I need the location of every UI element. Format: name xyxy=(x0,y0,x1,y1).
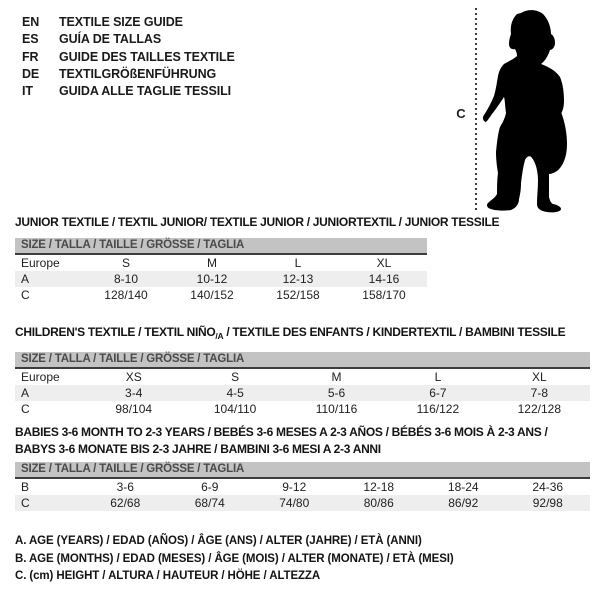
language-title: GUIDE DES TAILLES TEXTILE xyxy=(59,49,235,64)
value-cell: 128/140 xyxy=(104,288,148,302)
value-cell: 4-5 xyxy=(226,386,244,400)
size-col: L xyxy=(294,256,302,270)
baby-silhouette-shape xyxy=(483,10,567,212)
table-row-europe xyxy=(15,369,590,385)
language-row xyxy=(22,49,235,66)
size-col: L xyxy=(434,370,442,384)
row-label: C xyxy=(21,402,30,416)
footnote-b: B. AGE (MONTHS) / EDAD (MESES) / ÂGE (MOIS) / ALTER (MONATE) / ETÀ (MESI) xyxy=(15,552,454,565)
footnote-c: C. (cm) HEIGHT / ALTURA / HAUTEUR / HÖHE / ALTEZZA xyxy=(15,570,321,582)
value-cell: 10-12 xyxy=(196,272,228,286)
language-title: GUÍA DE TALLAS xyxy=(59,32,162,47)
title-subscript: /A xyxy=(215,331,224,341)
language-title: TEXTILE SIZE GUIDE xyxy=(59,15,183,29)
babies-size-header-bar: SIZE / TALLA / TAILLE / GRÖSSE / TAGLIA xyxy=(15,462,590,479)
value-cell: 74/80 xyxy=(279,496,310,510)
title-text: CHILDREN'S TEXTILE / TEXTIL NIÑO xyxy=(15,325,216,339)
language-row xyxy=(22,14,235,31)
height-measure-label: C xyxy=(456,106,466,121)
value-cell: 62/68 xyxy=(110,496,141,510)
language-row xyxy=(22,31,235,48)
language-title-list xyxy=(22,14,235,100)
value-cell: 140/152 xyxy=(190,288,234,302)
value-cell: 98/104 xyxy=(115,402,153,416)
value-cell: 6-9 xyxy=(201,480,219,494)
value-cell: 24-36 xyxy=(532,480,564,494)
value-cell: 158/170 xyxy=(362,288,406,302)
footnote-a: A. AGE (YEARS) / EDAD (AÑOS) / ÂGE (ANS) / ALTER (JAHRE) / ETÀ (ANNI) xyxy=(15,535,422,547)
babies-table xyxy=(15,424,590,511)
value-cell: 12-18 xyxy=(363,480,395,494)
junior-size-header-bar: SIZE / TALLA / TAILLE / GRÖSSE / TAGLIA xyxy=(15,238,427,255)
value-cell: 12-13 xyxy=(282,272,314,286)
value-cell: 116/122 xyxy=(416,402,460,416)
row-label: B xyxy=(21,480,30,494)
table-row-height xyxy=(15,287,427,303)
value-cell: 68/74 xyxy=(194,496,225,510)
row-label: Europe xyxy=(21,370,60,384)
language-title: GUIDA ALLE TAGLIE TESSILI xyxy=(59,84,232,99)
value-cell: 86/92 xyxy=(448,496,479,510)
size-col: XL xyxy=(531,370,547,384)
row-label: C xyxy=(21,496,30,510)
title-line-2: BABYS 3-6 MONATE BIS 2-3 JAHRE / BAMBINI 3-6 MESI A 2-3 ANNI xyxy=(15,442,381,456)
language-row xyxy=(22,83,235,100)
value-cell: 152/158 xyxy=(276,288,320,302)
language-code: DE xyxy=(22,66,40,81)
value-cell: 110/116 xyxy=(315,402,358,416)
language-code: ES xyxy=(22,32,39,47)
size-col: XS xyxy=(125,370,142,384)
value-cell: 18-24 xyxy=(447,480,479,494)
row-label: A xyxy=(21,272,30,286)
language-row xyxy=(22,66,235,83)
size-col: M xyxy=(207,256,217,270)
value-cell: 8-10 xyxy=(113,272,139,286)
row-label: A xyxy=(21,386,30,400)
footnotes xyxy=(15,533,454,586)
value-cell: 7-8 xyxy=(530,386,548,400)
junior-table xyxy=(15,215,500,303)
value-cell: 14-16 xyxy=(368,272,400,286)
value-cell: 3-6 xyxy=(116,480,134,494)
row-label: Europe xyxy=(21,256,60,270)
size-col: XL xyxy=(376,256,392,270)
children-table-title xyxy=(15,325,590,343)
value-cell: 5-6 xyxy=(327,386,346,400)
size-col: S xyxy=(231,370,240,384)
language-code: FR xyxy=(22,49,39,64)
value-cell: 9-12 xyxy=(282,480,307,494)
title-line-1: BABIES 3-6 MONTH TO 2-3 YEARS / BEBÉS 3-6 MESES A 2-3 AÑOS / BÉBÉS 3-6 MOIS À 2-3 ANS / xyxy=(15,425,548,439)
size-col: S xyxy=(121,256,130,270)
value-cell: 6-7 xyxy=(429,386,447,400)
babies-table-title xyxy=(15,424,590,458)
value-cell: 80/86 xyxy=(363,496,394,510)
table-row-age xyxy=(15,271,427,287)
baby-silhouette xyxy=(478,0,595,218)
value-cell: 92/98 xyxy=(532,496,563,510)
value-cell: 3-4 xyxy=(125,386,143,400)
table-row-height xyxy=(15,401,590,417)
table-row-age xyxy=(15,385,590,401)
height-dotted-line xyxy=(475,8,477,210)
children-size-header-bar: SIZE / TALLA / TAILLE / GRÖSSE / TAGLIA xyxy=(15,352,590,369)
size-col: M xyxy=(331,370,342,384)
children-table xyxy=(15,325,590,417)
junior-table-title: JUNIOR TEXTILE / TEXTIL JUNIOR/ TEXTILE JUNIOR / JUNIORTEXTIL / JUNIOR TESSILE xyxy=(15,215,500,229)
language-code: IT xyxy=(22,84,33,99)
table-row-age-months xyxy=(15,479,590,495)
value-cell: 104/110 xyxy=(213,402,257,416)
title-text: / TEXTILE DES ENFANTS / KINDERTEXTIL / BAMBINI TESSILE xyxy=(223,325,566,339)
row-label: C xyxy=(21,288,30,302)
value-cell: 122/128 xyxy=(517,402,562,416)
table-row-height xyxy=(15,495,590,511)
language-title: TEXTILGRÖßENFÜHRUNG xyxy=(59,66,217,81)
language-code: EN xyxy=(22,15,40,29)
table-row-europe xyxy=(15,255,427,271)
